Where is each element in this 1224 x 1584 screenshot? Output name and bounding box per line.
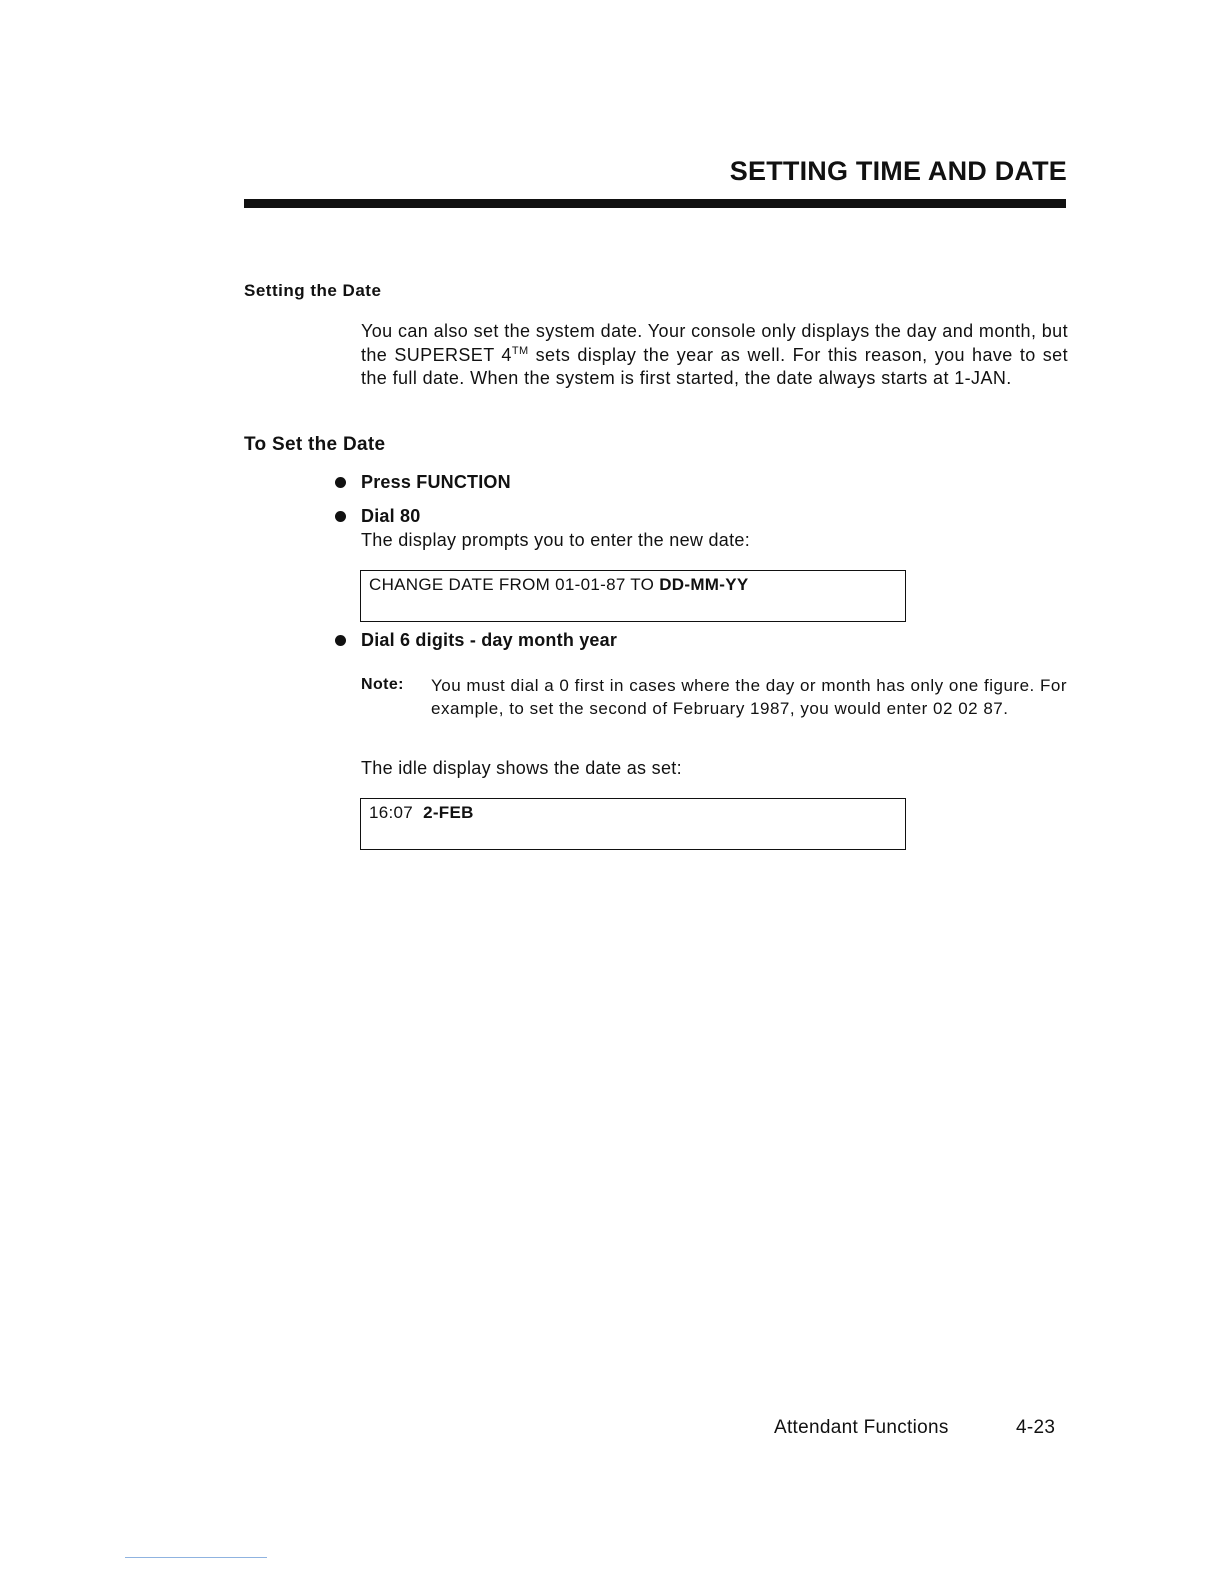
bullet-icon	[335, 635, 346, 646]
display-prompt-text	[369, 575, 749, 595]
trademark-mark: TM	[511, 344, 529, 357]
scan-artifact-line	[125, 1557, 267, 1558]
intro-text-part-1: You can also set the system date. Your console only displays the day and month, but the SUPERSET 4	[361, 321, 1068, 365]
idle-display-date: 2-FEB	[423, 803, 474, 822]
note-text: You must dial a 0 first in cases where the day or month has only one figure. For example, to set the second of February 1987, you would enter 02 02 87.	[431, 676, 1067, 718]
display-prompt-box	[360, 570, 906, 622]
note-label: Note:	[361, 676, 404, 693]
display-prompt-prefix: CHANGE DATE FROM 01-01-87 TO	[369, 575, 660, 594]
footer-page-number: 4-23	[1016, 1417, 1056, 1438]
footer-section-name: Attendant Functions	[774, 1417, 949, 1438]
page-title: SETTING TIME AND DATE	[729, 156, 1067, 186]
section-heading: Setting the Date	[244, 281, 382, 300]
idle-display-caption: The idle display shows the date as set:	[361, 758, 682, 778]
procedure-heading: To Set the Date	[244, 434, 386, 455]
step-dial-80-detail: The display prompts you to enter the new date:	[361, 530, 751, 550]
bullet-icon	[335, 477, 346, 488]
step-dial-6-digits: Dial 6 digits - day month year	[361, 630, 618, 650]
title-rule	[244, 199, 1066, 208]
step-dial-80: Dial 80	[361, 506, 421, 526]
display-prompt-format: DD-MM-YY	[659, 575, 749, 594]
intro-paragraph	[361, 320, 1068, 391]
bullet-icon	[335, 511, 346, 522]
intro-text-part-2: sets display the year as well. For this reason, you have to set the full date. When the system is first started, the date always starts at 1-JAN.	[361, 344, 1068, 388]
step-press-function: Press FUNCTION	[361, 472, 511, 492]
idle-display-text	[369, 803, 474, 823]
idle-display-box	[360, 798, 906, 850]
idle-display-time: 16:07	[369, 803, 414, 822]
